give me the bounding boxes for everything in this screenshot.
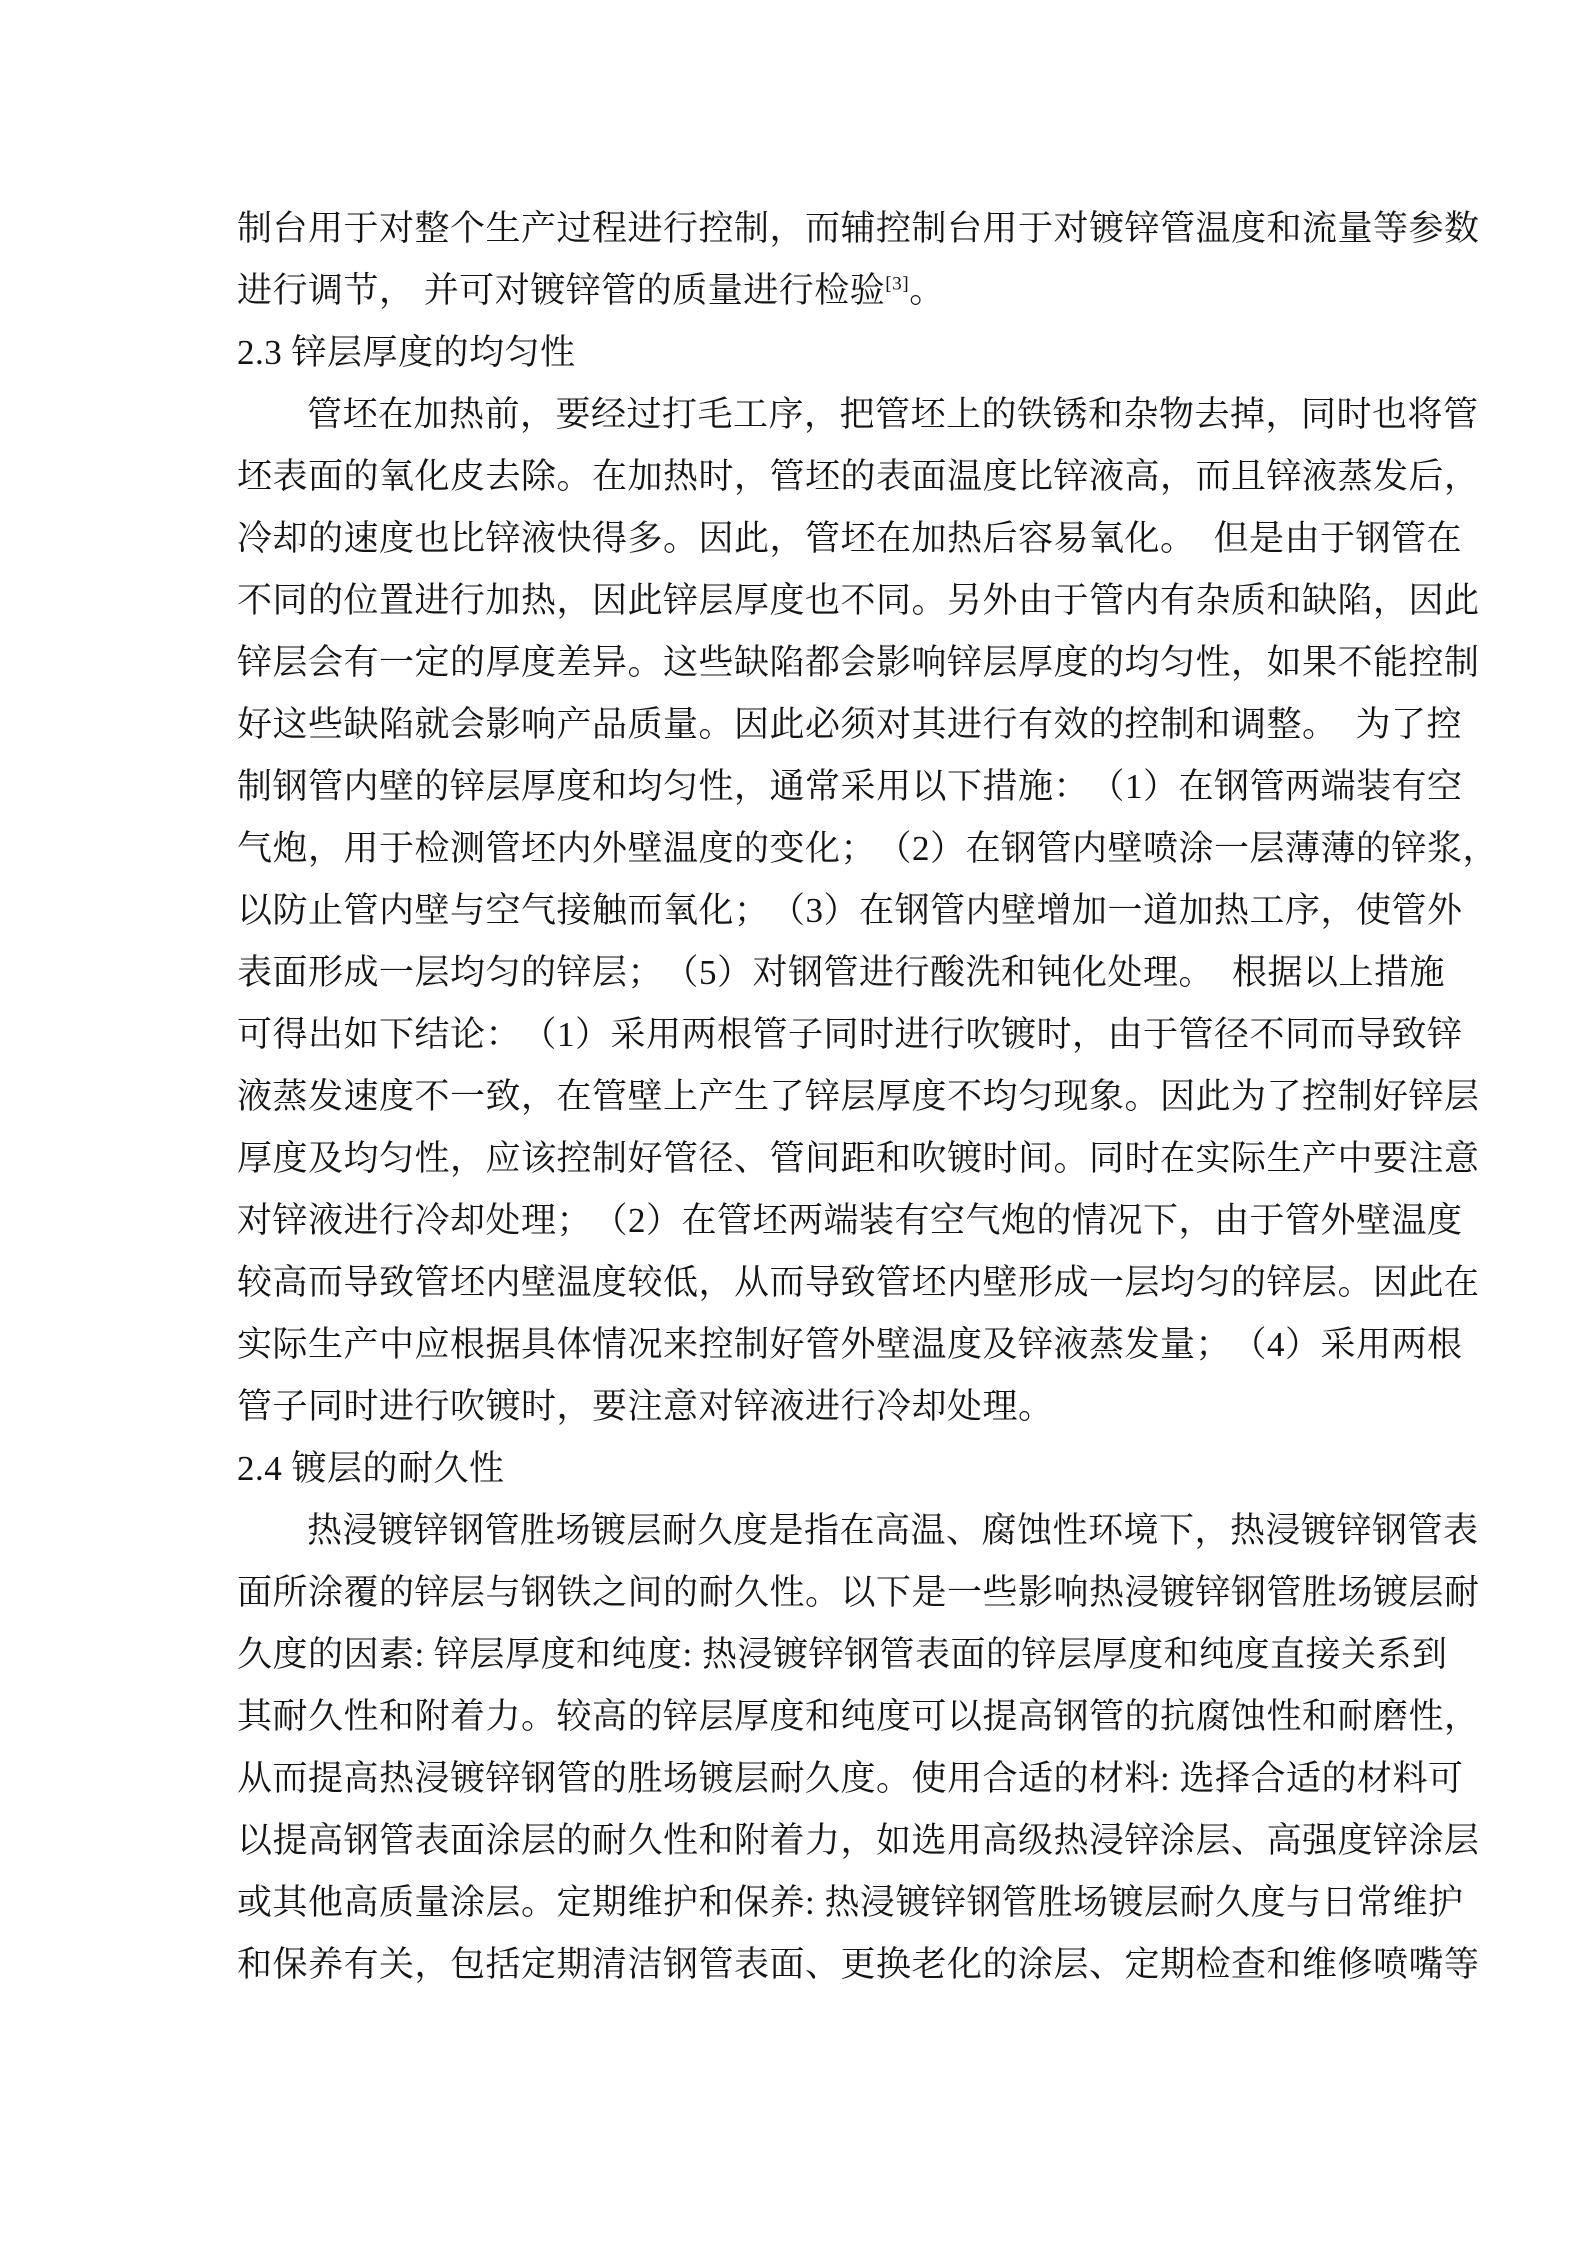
- text-run: 液蒸发速度不一致，在管壁上产生了锌层厚度不均匀现象。因此为了控制好锌层: [237, 1077, 1480, 1116]
- text-run: 实际生产中应根据具体情况来控制好管外壁温度及锌液蒸发量； （4）采用两根: [237, 1325, 1463, 1364]
- text-line: [237, 1252, 1480, 1314]
- text-line: [237, 1562, 1480, 1624]
- text-line: [237, 1810, 1480, 1872]
- text-run: 表面形成一层均匀的锌层； （5）对钢管进行酸洗和钝化处理。 根据以上措施: [237, 953, 1446, 992]
- text-run: 制钢管内壁的锌层厚度和均匀性，通常采用以下措施： （1）在钢管两端装有空: [237, 767, 1463, 806]
- text-run: 管坯在加热前，要经过打毛工序，把管坯上的铁锈和杂物去掉，同时也将管: [307, 395, 1479, 434]
- text-run: 和保养有关，包括定期清洁钢管表面、更换老化的涂层、定期检查和维修喷嘴等: [237, 1945, 1480, 1984]
- text-line: [237, 756, 1463, 818]
- text-run: 以提高钢管表面涂层的耐久性和附着力，如选用高级热浸锌涂层、高强度锌涂层: [237, 1821, 1480, 1860]
- text-run: 2.3 锌层厚度的均匀性: [237, 333, 576, 372]
- text-line: [237, 818, 1499, 880]
- text-line: [237, 1128, 1480, 1190]
- text-run: 好这些缺陷就会影响产品质量。因此必须对其进行有效的控制和调整。 为了控: [237, 705, 1463, 744]
- text-line: [237, 1376, 1425, 1438]
- text-line: [237, 384, 1479, 446]
- text-run: 热浸镀锌钢管胜场镀层耐久度是指在高温、腐蚀性环境下，热浸镀锌钢管表: [307, 1511, 1479, 1550]
- text-run: 从而提高热浸镀锌钢管的胜场镀层耐久度。使用合适的材料: 选择合适的材料可: [237, 1759, 1464, 1798]
- text-line: [237, 1314, 1463, 1376]
- text-run: 管子同时进行吹镀时，要注意对锌液进行冷却处理。: [237, 1387, 1054, 1426]
- text-line: [237, 1004, 1463, 1066]
- text-line: [237, 1190, 1463, 1252]
- text-run: 冷却的速度也比锌液快得多。因此，管坯在加热后容易氧化。 但是由于钢管在: [237, 519, 1463, 558]
- text-line: [237, 632, 1480, 694]
- text-run: 不同的位置进行加热，因此锌层厚度也不同。另外由于管内有杂质和缺陷，因此: [237, 581, 1480, 620]
- text-run: 久度的因素: 锌层厚度和纯度: 热浸镀锌钢管表面的锌层厚度和纯度直接关系到: [237, 1635, 1448, 1674]
- citation-superscript: [3]: [885, 273, 910, 295]
- text-run: 可得出如下结论： （1）采用两根管子同时进行吹镀时，由于管径不同而导致锌: [237, 1015, 1463, 1054]
- text-run: 。: [909, 271, 945, 310]
- text-line: [237, 1500, 1479, 1562]
- text-run: 其耐久性和附着力。较高的锌层厚度和纯度可以提高钢管的抗腐蚀性和耐磨性，: [237, 1697, 1480, 1736]
- text-line: [237, 260, 1425, 322]
- section-heading: [237, 1438, 1425, 1500]
- text-run: 2.4 镀层的耐久性: [237, 1449, 505, 1488]
- text-run: 或其他高质量涂层。定期维护和保养: 热浸镀锌钢管胜场镀层耐久度与日常维护: [237, 1883, 1464, 1922]
- text-line: [237, 446, 1480, 508]
- text-line: [237, 198, 1480, 260]
- text-run: 锌层会有一定的厚度差异。这些缺陷都会影响锌层厚度的均匀性，如果不能控制: [237, 643, 1480, 682]
- section-heading: [237, 322, 1425, 384]
- text-line: [237, 1934, 1480, 1996]
- text-line: [237, 942, 1446, 1004]
- text-line: [237, 1066, 1480, 1128]
- text-run: 气炮，用于检测管坯内外壁温度的变化； （2）在钢管内壁喷涂一层薄薄的锌浆，: [237, 829, 1499, 868]
- text-run: 坯表面的氧化皮去除。在加热时，管坯的表面温度比锌液高，而且锌液蒸发后，: [237, 457, 1480, 496]
- text-run: 制台用于对整个生产过程进行控制，而辅控制台用于对镀锌管温度和流量等参数: [237, 209, 1480, 248]
- text-line: [237, 1624, 1448, 1686]
- text-run: 厚度及均匀性，应该控制好管径、管间距和吹镀时间。同时在实际生产中要注意: [237, 1139, 1480, 1178]
- text-line: [237, 1748, 1464, 1810]
- text-line: [237, 570, 1480, 632]
- text-line: [237, 508, 1463, 570]
- text-line: [237, 694, 1463, 756]
- text-block: [237, 198, 1499, 1996]
- text-run: 对锌液进行冷却处理； （2）在管坯两端装有空气炮的情况下，由于管外壁温度: [237, 1201, 1463, 1240]
- text-line: [237, 1686, 1480, 1748]
- text-run: 进行调节， 并可对镀锌管的质量进行检验: [237, 271, 886, 310]
- text-line: [237, 1872, 1464, 1934]
- text-line: [237, 880, 1463, 942]
- text-run: 面所涂覆的锌层与钢铁之间的耐久性。以下是一些影响热浸镀锌钢管胜场镀层耐: [237, 1573, 1480, 1612]
- text-run: 较高而导致管坯内壁温度较低，从而导致管坯内壁形成一层均匀的锌层。因此在: [237, 1263, 1480, 1302]
- text-run: 以防止管内壁与空气接触而氧化； （3）在钢管内壁增加一道加热工序，使管外: [237, 891, 1463, 930]
